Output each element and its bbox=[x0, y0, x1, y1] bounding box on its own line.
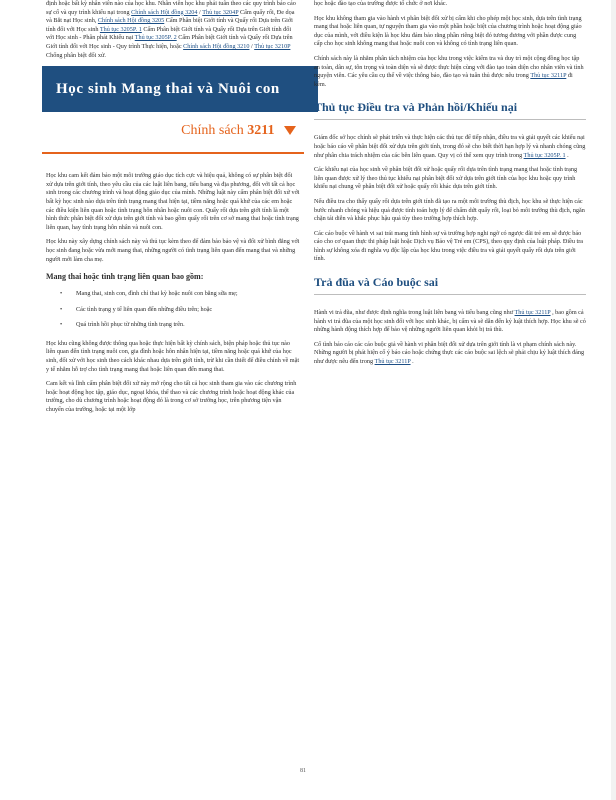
list-item-text: Mang thai, sinh con, đình chỉ thai kỳ hoặc nuôi con bằng sữa mẹ; bbox=[76, 290, 238, 298]
section-banner: Học sinh Mang thai và Nuôi con bbox=[42, 66, 318, 112]
page-edge-band bbox=[611, 0, 616, 800]
text: . bbox=[412, 358, 414, 366]
procedure-3204p-link[interactable]: Thủ tục 3204P bbox=[202, 8, 239, 16]
body-paragraph: Học khu không tham gia vào hành vi phân biệt đối xử bị cấm khi cho phép một học sinh, dựa trên tình trạng mang thai hoặc liên quan, tự nguyện tham gia vào một phần hoặc biệt của chương trình hoặc hoạt động giáo dục của mình, với điều kiện là học khu đảm bảo rằng phần riêng biệt đó tương đương với phần được cung cấp cho học sinh không mang thai hoặc nuôi con và không có tình trạng liên quan. bbox=[314, 14, 582, 48]
text: Chống phân biệt đối xử. bbox=[46, 51, 106, 59]
procedure-3205p1-link[interactable]: Thủ tục 3205P. 1 bbox=[523, 151, 566, 159]
procedure-3205p1-link[interactable]: Thủ tục 3205P. 1 bbox=[99, 25, 142, 33]
policy-3210-link[interactable]: Chính sách Hội đồng 3210 bbox=[183, 42, 250, 50]
left-column bbox=[46, 0, 300, 421]
page-number: 81 bbox=[300, 768, 306, 774]
procedure-3211p-link[interactable]: Thủ tục 3211P bbox=[374, 358, 411, 366]
body-paragraph: Học khu cũng không được thông qua hoặc thực hiện bất kỳ chính sách, biện pháp hoặc thủ tục nào liên quan đến tình trạng nuôi con, gia đình hoặc hôn nhân hiện tại, tiềm năng hoặc quá khứ của học sinh, đối xử với học sinh theo cách khác nhau dựa trên giới tính, trừ khi cần thiết để điều chỉnh về mặt y tế nhằm hỗ trợ cho tình trạng mang thai hoặc liên quan đến mang thai. bbox=[46, 339, 300, 373]
policy-label: Chính sách bbox=[181, 123, 244, 139]
body-paragraph: học hoặc đào tạo của trường được tổ chức ở nơi khác. bbox=[314, 0, 448, 7]
section-heading: Trả đũa và Cáo buộc sai bbox=[314, 275, 439, 290]
body-paragraph: Các cáo buộc về hành vi sai trái mang tính hình sự và trường hợp nghi ngờ có ngược đãi trẻ em sẽ được báo cáo cho cơ quan thực thi pháp luật hoặc Dịch vụ Bảo vệ Trẻ em (CPS), theo quy định của luật pháp. Điều tra hình sự không xóa đi nghĩa vụ độc lập của học khu trong việc điều tra và giải quyết quấy rối dựa trên giới tính. bbox=[314, 229, 584, 263]
right-column bbox=[314, 0, 586, 373]
list-item bbox=[46, 306, 300, 315]
subheading: Mang thai hoặc tình trạng liên quan bao gồm: bbox=[46, 272, 204, 282]
procedure-3205p2-link[interactable]: Thủ tục 3205P. 2 bbox=[134, 34, 177, 42]
body-paragraph: Cam kết và lĩnh cấm phân biệt đối xử này mở rộng cho tất cả học sinh tham gia vào các chương trình hoặc hoạt động học tập, giáo dục, ngoại khóa, thể thao và các chương trình hoặc hoạt động khác của trường, cho dù chương trình hoặc hoạt động đó là trong cơ sở trường học, trên phương tiện vận chuyển của trường, hoặc tại một lớp bbox=[46, 380, 297, 414]
section-heading: Thủ tục Điều tra và Phản hồi/Khiếu nại bbox=[314, 100, 518, 115]
body-paragraph: Học khu này xây dựng chính sách này và thủ tục kèm theo để đảm bảo bảo vệ và đối xử bình đẳng với học sinh đang hoặc vừa mới mang thai, những người có tình trạng liên quan đến mang thai và những người mới làm cha mẹ. bbox=[46, 238, 300, 263]
text: Hành vi trả đũa, như được định nghĩa trong luật liên bang và tiểu bang cũng như bbox=[314, 309, 514, 317]
body-paragraph: Nếu điều tra cho thấy quấy rối dựa trên giới tính đã tạo ra một môi trường thù địch, học khu sẽ thực hiện các bước nhanh chóng và hiệu quả được tính toán hợp lý để chấm dứt quấy rối, loại bỏ môi trường thù địch, ngăn chặn tái diễn và khắc phục hậu quả tùy theo trường hợp thích hợp. bbox=[314, 197, 585, 223]
procedure-3211p-link[interactable]: Thủ tục 3211P bbox=[530, 72, 567, 80]
bullet-icon: • bbox=[60, 290, 63, 298]
text: Cấm Phân biệt Giới tính và Quấy rối Dựa trên Giới tính đối với Học sinh - Phân phát Khiếu nại bbox=[46, 25, 292, 42]
text: Cố tình báo cáo các cáo buộc giả về hành vi phân biệt đối xử dựa trên giới tính là vi phạm chính sách này. Những người bị phát hiện cố ý báo cáo hoặc chứng thực các cáo buộc sai lệch sẽ phải chịu kỷ luật thích đáng như được nêu đến trong bbox=[314, 340, 585, 366]
policy-3204-link[interactable]: Chính sách Hội đồng 3204 bbox=[131, 8, 198, 16]
text: , bao gồm cả hành vi trả đũa của một học sinh đối với học sinh khác, bị cấm và sẽ dẫn đến kỷ luật thích hợp. Học khu sẽ có những hành động thích hợp để bảo vệ những người liên quan khỏi bị trả thù. bbox=[314, 309, 586, 334]
orange-divider bbox=[42, 152, 304, 154]
body-paragraph: Các khiếu nại của học sinh về phân biệt đối xử hoặc quấy rối dựa trên tình trạng mang thai hoặc tình trạng liên quan được xử lý theo thủ tục khiếu nại phân biệt đối xử dựa trên giới tính của học khu hoặc quy trình khiếu nại chung về phân biệt đối xử hoặc quấy rối khác dựa trên giới tính. bbox=[314, 166, 578, 191]
text: / bbox=[199, 8, 201, 16]
policy-number: 3211 bbox=[247, 123, 275, 139]
text: Cấm quấy rối, Đe dọa và Bắt nạt Học sinh, bbox=[46, 8, 295, 25]
list-item-text: Các tình trạng y tế liên quan đến những điều trên; hoặc bbox=[76, 305, 213, 313]
text: . bbox=[567, 151, 569, 159]
body-paragraph bbox=[314, 55, 586, 89]
procedure-3210p-link[interactable]: Thủ tục 3210P bbox=[254, 42, 291, 50]
text: Chính sách này là nhằm phân tách nhiệm của học khu trong việc kiểm tra và duy trì một cộng đồng học tập an toàn, dân sự, tôn trọng và toàn diện và sẽ được thực hiện cùng với đào tạo toàn diện cho nhân viên và tình nguyện viên. Các yêu cầu cụ thể về việc thông báo, đào tạo và tuân thủ được nêu trong bbox=[314, 54, 584, 80]
procedure-3211p-link[interactable]: Thủ tục 3211P bbox=[514, 309, 551, 317]
bullet-list bbox=[46, 290, 300, 330]
text: / bbox=[251, 42, 253, 50]
policy-3205-link[interactable]: Chính sách Hội đồng 3205 bbox=[97, 17, 165, 25]
list-item bbox=[46, 290, 300, 299]
text: Cấm Phân biệt Giới tính và Quấy rối Dựa trên Giới tính đối với Học sinh - Quy trình Thực hiện, hoặc bbox=[46, 34, 293, 50]
text: Giám đốc sở học chính sẽ phát triển và thực hiện các thủ tục để tiếp nhận, điều tra và giải quyết các khiếu nại hoặc báo cáo về phân biệt đối xử dựa trên giới tính, trong đó sẽ cho biết thời hạn hợp lý và nhanh chóng cũng như phân chia trách nhiệm của các bên liên quan. Quy vị có thể xem quy trình trong bbox=[314, 134, 586, 159]
section-divider bbox=[314, 119, 586, 120]
text: đi kèm. bbox=[314, 72, 573, 88]
body-paragraph: Học khu cam kết đảm bảo một môi trường giáo dục tích cực và hiệu quả, không có sự phân biệt đối xử dựa trên giới tính, theo yêu cầu của các luật liên bang, tiểu bang và địa phương, đối với tất cả học sinh trong các chương trình và hoạt động giáo dục của mình. Những luật này cấm phân biệt đối xử với bất kỳ học sinh nào dựa trên tình trạng mang thai hiện tại, tiềm năng hoặc quá khứ của các em hoặc các điều kiện liên quan hoặc tình trạng hôn nhân hoặc nuôi con. Quấy rối dựa trên giới tính là một hình thức phân biệt đối xử dựa trên giới tính và bao gồm quấy rối trên cơ sở mang thai hoặc tình trạng liên quan, hay tình trạng hôn nhân và nuôi con. bbox=[46, 172, 300, 231]
body-paragraph bbox=[314, 134, 586, 160]
body-paragraph bbox=[314, 341, 586, 367]
bullet-icon: • bbox=[60, 321, 63, 329]
text: định hoặc bất kỳ nhân viên nào của học khu. Nhân viên học khu phải tuân theo các quy trình báo cáo sự cố và quy trình khiếu nại trong bbox=[46, 0, 296, 16]
policy-heading bbox=[46, 122, 300, 140]
list-item bbox=[46, 321, 300, 330]
bullet-icon: • bbox=[60, 305, 63, 313]
section-divider bbox=[314, 294, 586, 295]
body-paragraph bbox=[314, 309, 586, 335]
text: Cấm Phân biệt Giới tính và Quấy rối Dựa trên Giới tính đối với Học sinh bbox=[46, 17, 293, 33]
list-item-text: Quá trình hồi phục từ những tình trạng trên. bbox=[76, 321, 185, 329]
triangle-down-icon bbox=[284, 126, 296, 135]
left-intro-paragraph bbox=[46, 0, 300, 60]
